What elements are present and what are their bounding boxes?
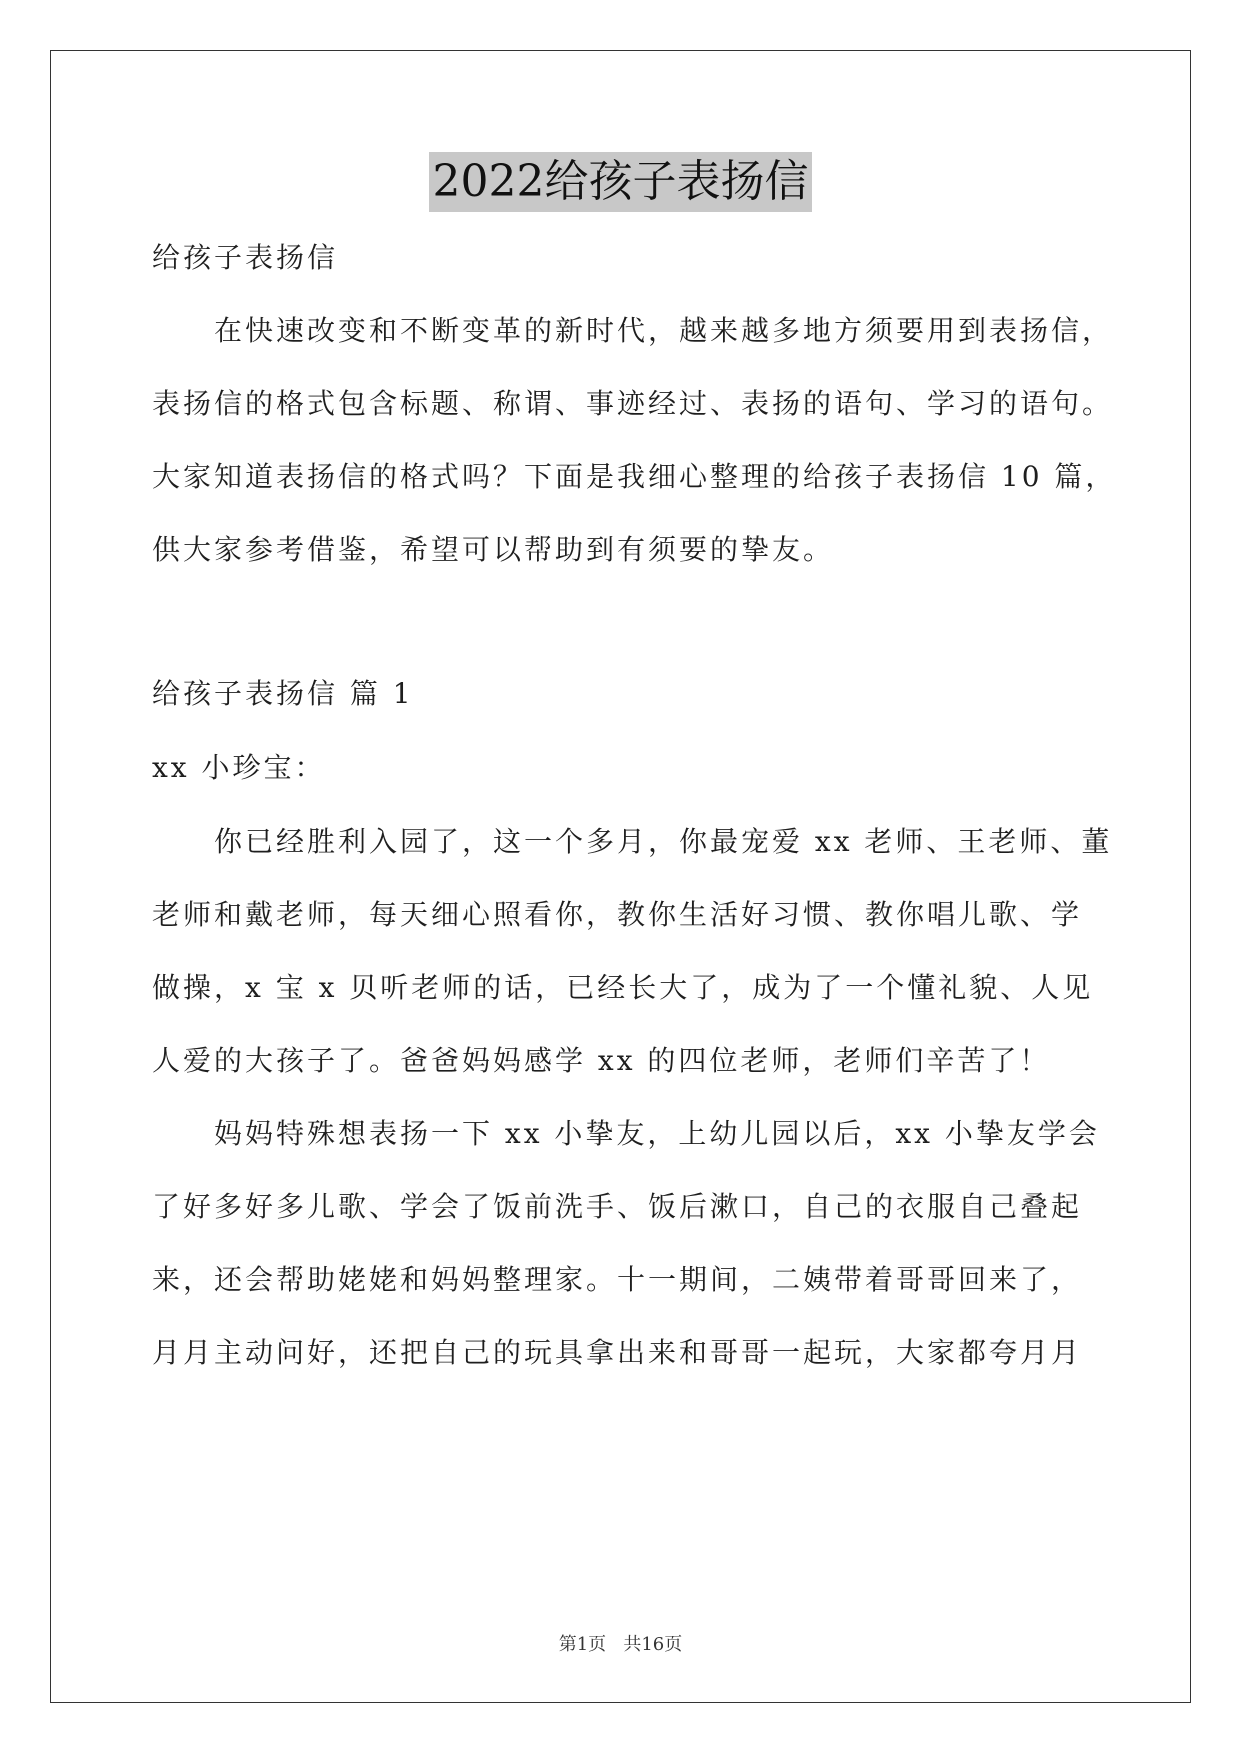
page-border	[50, 50, 1191, 1703]
intro-line: 在快速改变和不断变革的新时代，越来越多地方须要用到表扬信，	[214, 314, 1114, 347]
paragraph-line: 老师和戴老师，每天细心照看你，教你生活好习惯、教你唱儿歌、学	[152, 898, 1083, 931]
salutation: xx 小珍宝：	[152, 751, 326, 784]
paragraph-line: 了好多好多儿歌、学会了饭前洗手、饭后漱口，自己的衣服自己叠起	[152, 1190, 1083, 1223]
paragraph-line: 妈妈特殊想表扬一下 xx 小挚友，上幼儿园以后，xx 小挚友学会	[214, 1117, 1100, 1150]
title-container	[0, 152, 1241, 212]
paragraph-line: 你已经胜利入园了，这一个多月，你最宠爱 xx 老师、王老师、董	[214, 825, 1113, 858]
intro-line: 供大家参考借鉴，希望可以帮助到有须要的挚友。	[152, 533, 835, 566]
section-heading: 给孩子表扬信 篇 1	[152, 677, 414, 710]
paragraph-line: 做操，x 宝 x 贝听老师的话，已经长大了，成为了一个懂礼貌、人见	[152, 971, 1094, 1004]
paragraph-line: 来，还会帮助姥姥和妈妈整理家。十一期间，二姨带着哥哥回来了，	[152, 1263, 1083, 1296]
page-number-footer: 第1页 共16页	[558, 1634, 683, 1655]
document-title: 2022给孩子表扬信	[429, 152, 813, 212]
intro-line: 表扬信的格式包含标题、称谓、事迹经过、表扬的语句、学习的语句。	[152, 387, 1114, 420]
intro-heading: 给孩子表扬信	[152, 241, 339, 274]
paragraph-line: 人爱的大孩子了。爸爸妈妈感学 xx 的四位老师，老师们辛苦了！	[152, 1044, 1051, 1077]
intro-line: 大家知道表扬信的格式吗？下面是我细心整理的给孩子表扬信 10 篇，	[152, 460, 1117, 493]
paragraph-line: 月月主动问好，还把自己的玩具拿出来和哥哥一起玩，大家都夸月月	[152, 1336, 1083, 1369]
